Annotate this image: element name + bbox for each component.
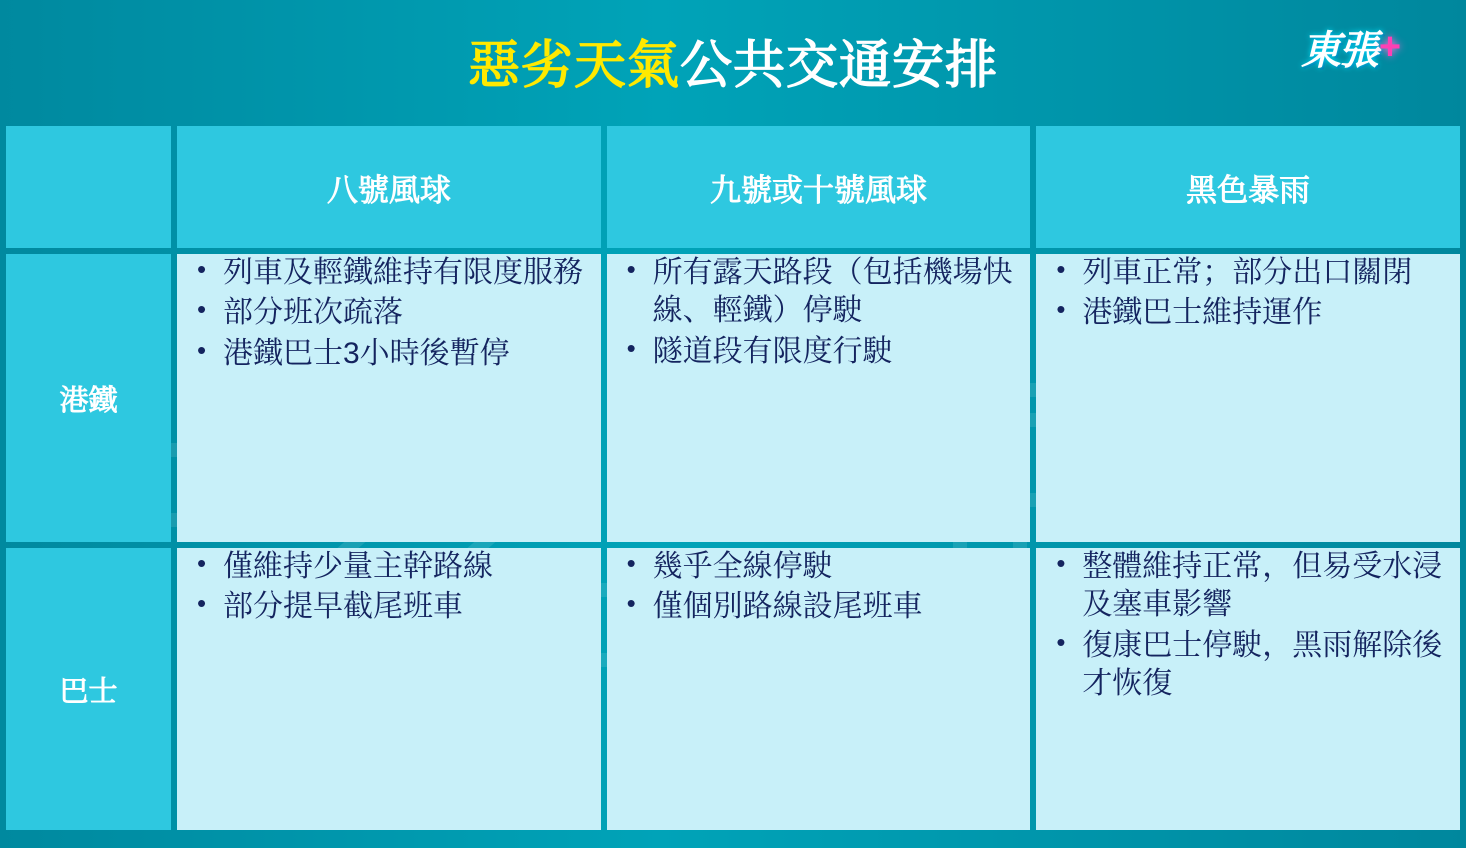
title-highlight: 惡劣天氣: [467, 36, 680, 95]
cell-mtr-signal-8: [177, 254, 601, 542]
list-item: • 整體維持正常，但易受水浸及塞車影響: [1082, 548, 1460, 625]
column-header-black-rainstorm: 黑色暴雨: [1036, 126, 1460, 248]
logo-plus-icon: +: [1378, 25, 1402, 68]
list-item: • 隧道段有限度行駛: [653, 333, 1031, 371]
column-header-signal-8: 八號風球: [177, 126, 601, 248]
column-header-signal-9-10: 九號或十號風球: [607, 126, 1031, 248]
table-header-row: [6, 126, 1460, 248]
list-item: • 部分班次疏落: [223, 294, 601, 332]
cell-bus-black-rainstorm: [1036, 548, 1460, 830]
page-title: [468, 23, 998, 98]
cell-bus-signal-8: [177, 548, 601, 830]
list-item: • 復康巴士停駛，黑雨解除後才恢復: [1082, 627, 1460, 704]
cell-mtr-black-rainstorm: [1036, 254, 1460, 542]
channel-logo: [1262, 12, 1440, 82]
row-header-bus: 巴士: [6, 548, 171, 830]
list-item: • 列車正常；部分出口關閉: [1082, 254, 1460, 292]
row-header-mtr: 港鐵: [6, 254, 171, 542]
transport-arrangement-table: [0, 120, 1466, 836]
list-item: • 港鐵巴士3小時後暫停: [223, 335, 601, 373]
list-item: • 港鐵巴士維持運作: [1082, 294, 1460, 332]
slide-header: [0, 0, 1466, 120]
list-item: • 所有露天路段（包括機場快線、輕鐵）停駛: [653, 254, 1031, 331]
list-item: • 僅維持少量主幹路線: [223, 548, 601, 586]
logo-text: 東張: [1300, 28, 1377, 73]
table-row: [6, 254, 1460, 542]
table-corner-cell: [6, 126, 171, 248]
list-item: • 部分提早截尾班車: [223, 588, 601, 626]
list-item: • 幾乎全線停駛: [653, 548, 1031, 586]
list-item: • 僅個別路線設尾班車: [653, 588, 1031, 626]
list-item: • 列車及輕鐵維持有限度服務: [223, 254, 601, 292]
table-row: [6, 548, 1460, 830]
title-rest: 公共交通安排: [680, 36, 999, 95]
cell-mtr-signal-9-10: [607, 254, 1031, 542]
cell-bus-signal-9-10: [607, 548, 1031, 830]
